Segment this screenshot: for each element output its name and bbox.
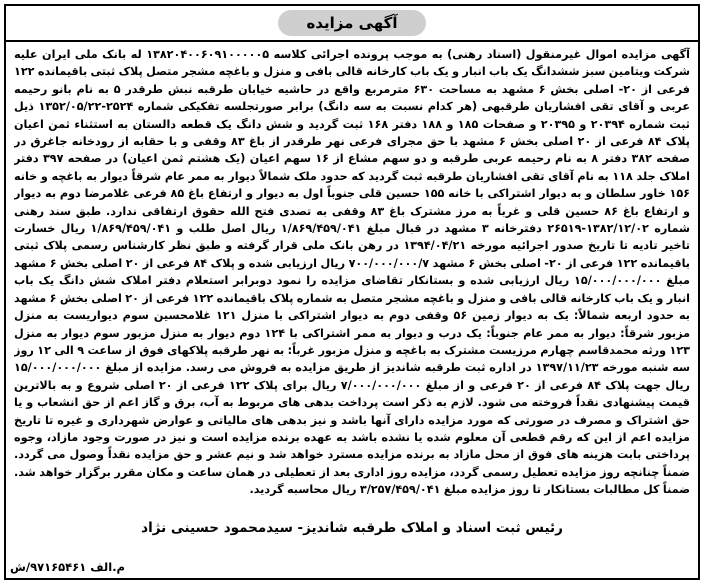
notice-body	[14, 46, 690, 516]
notice-header	[6, 6, 698, 42]
notice-body-text: آگهی مزایده اموال غیرمنقول (اسناد رهنی) به موجب پرونده اجرائی کلاسه ۱۳۸۲۰۴۰۰۶۰۹۱۰۰۰۰۰۵ له بانک ملی ایران علیه شرکت ویتامین سبز ششدانگ یک باب انبار و یک باب کارخانه قالی بافی و منزل و باغچه مشجر متصل پلاک ثبتی باقیمانده ۱۲۲ فرعی از ۲۰- اصلی بخش ۶ مشهد به مساحت ۶۳۰ مترمربع واقع در حاشیه خیابان طرقبه نبش طرقدر ۵ به نام بانو رحیمه عربی و آقای تقی افشاریان طرقبهی (هر کدام نسبت به سه دانگ) برابر صورتجلسه تفکیکی شماره ۲۵۲۴-۱۳۵۲/۰۵/۲۲ ذیل ثبت شماره ۲۰۳۹۴ و ۲۰۳۹۵ و صفحات ۱۸۵ و ۱۸۸ دفتر ۱۶۸ ثبت گردید و شش دانگ یک قطعه دالستان به استثناء ثمن اعیان پلاک ۸۴ فرعی از ۲۰ اصلی بخش ۶ مشهد با حق مجرای فرعی نهر طرقدر از باغ ۸۳ وقفی و با حقابه از رودخانه جاغرق در صفحه ۳۸۲ دفتر ۸ به نام رحیمه عربی طرقبه و دو سهم مشاع از ۱۶ سهم اعیان (یک هشتم ثمن اعیان) در صفحه ۳۹۷ دفتر املاک جلد ۱۱۸ به نام آقای تقی افشاریان طرقبه ثبت گردید که حدود ملک شمالاً دیوار به ممر عام شرقاً دیوار به باغچه و خانه ۱۵۶ خاور سلطان و به دیوار اشتراکی با خانه ۱۵۵ حسین قلی جنوباً اول به دیوار و ارتفاع باغ ۸۵ فرعی غلامرضا دوم به دیوار و ارتفاع باغ ۸۶ حسین قلی و غرباً به مرز مشترک باغ ۸۳ وقفی به تصدی فتح الله حقوق ارتفاقی ندارد. طبق سند رهنی شماره ۱۳۸۲/۱۲/۰۲-۲۶۵۱۹ دفترخانه ۳ مشهد در قبال مبلغ ۱/۸۶۹/۴۵۹/۰۴۱ ریال اصل طلب و ۱/۸۶۹/۴۵۹/۰۴۱ ریال خسارت تاخیر تادیه تا تاریخ صدور اجرائیه مورخه ۱۳۹۴/۰۴/۲۱ در رهن بانک ملی قرار گرفته و طبق نظر کارشناس رسمی پلاک ثبتی باقیمانده ۱۲۲ فرعی از ۲۰- اصلی بخش ۶ مشهد ۷۰۰/۰۰۰/۰۰۰/۷ ریال ارزیابی شده و پلاک ۸۴ فرعی از ۲۰ اصلی بخش ۶ مشهد مبلغ ۱۵/۰۰۰/۰۰۰/۰۰۰ ریال ارزیابی شده و بستانکار تقاضای مزایده را نمود دوبرابر استعلام دفتر املاک شش دانگ یک باب انبار و یک باب کارخانه قالی بافی و منزل و باغچه مشجر متصل به شماره پلاک باقیمانده ۱۲۲ فرعی از ۲۰ اصلی بخش ۶ مشهد به حدود اربعه شمالاً: یک به دیوار زمین ۵۶ وقفی دوم به دیوار اشتراکی با منزل ۱۲۱ غلامحسین سوم دیواریست به منزل مزبور شرقاً: دیوار به ممر عام جنوباً: یک درب و دیوار به ممر اشتراکی با ۱۲۴ دوم دیوار به منزل مزبور سوم دیوار به منزل ۱۲۳ ورثه محمدقاسم چهارم مرزیست مشترک به باغچه و منزل مزبور غرباً: به نهر طرقبه پلاکهای فوق از ساعت ۹ الی ۱۲ روز سه شنبه مورخه ۱۳۹۷/۱۱/۲۳ در اداره ثبت طرقبه شاندیز از طریق مزایده به فروش می رسد. مزایده از مبلغ ۱۵/۰۰۰/۰۰۰/۰۰۰ ریال جهت پلاک ۸۴ فرعی از ۲۰ فرعی و از مبلغ ۷/۰۰۰/۰۰۰/۰۰۰ ریال برای پلاک ۱۲۲ فرعی از ۲۰ اصلی شروع و به بالاترین قیمت پیشنهادی نقداً فروخته می شود. لازم به ذکر است پرداخت بدهی های مربوط به آب، برق و گاز اعم از حق انشعاب و یا حق اشتراک و مصرف در صورتی که مورد مزایده دارای آنها باشد و نیز بدهی های مالیاتی و عوارض شهرداری و غیره تا تاریخ مزایده اعم از این که رقم قطعی آن معلوم شده یا نشده باشد به عهده برنده مزایده است و نیز در صورت وجود مازاد، وجوه پرداختی بابت هزینه های فوق از محل مازاد به برنده مزایده مسترد خواهد شد و نیم عشر و حق مزایده نقداً وصول می گردد. ضمناً چنانچه روز مزایده تعطیل رسمی گردد، مزایده روز اداری بعد از تعطیلی در همان ساعت و مکان مقرر برگزار خواهد شد. ضمناً کل مطالبات بستانکار تا روز مزایده مبلغ ۳/۲۵۷/۴۵۹/۰۴۱ ریال محاسبه گردید.	[14, 48, 690, 497]
notice-signature: رئیس ثبت اسناد و املاک طرقبه شاندیز- سیدمحمود حسینی نژاد	[141, 520, 563, 536]
notice-title: آگهی مزایده	[278, 10, 425, 36]
notice-code: م.الف ۹۷۱۶۵۴۶۱/ش	[10, 560, 125, 574]
auction-notice	[4, 4, 700, 580]
